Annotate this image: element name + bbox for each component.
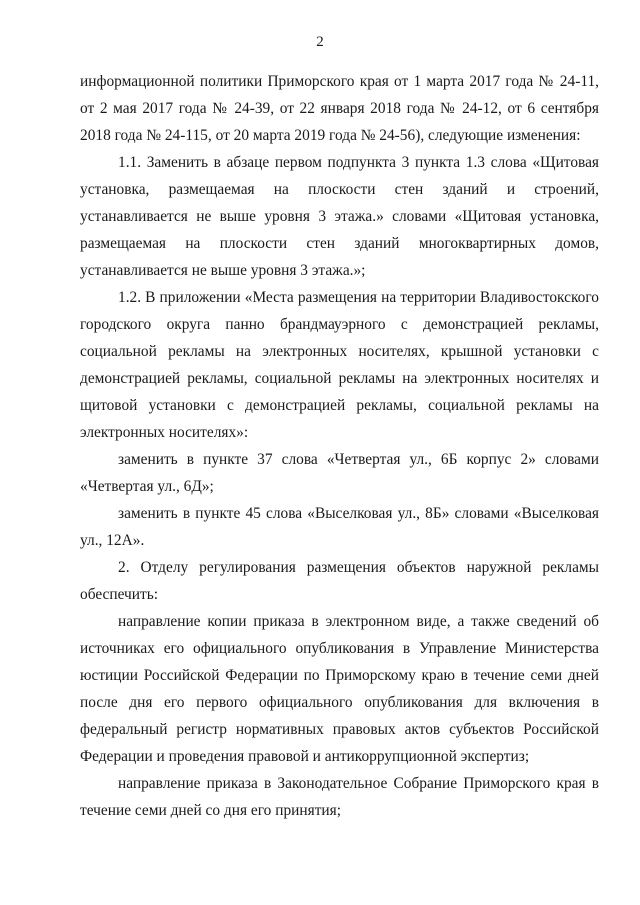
paragraph-legislative-assembly: направление приказа в Законодательное Собрание Приморского края в течение семи дней со дня его принятия; (80, 775, 599, 819)
paragraph-1-1: 1.1. Заменить в абзаце первом подпункта 3 пункта 1.3 слова «Щитовая установка, размещаемая на плоскости стен зданий и строений, устанавливается не выше уровня 3 этажа.» словами «Щитовая установка, размещаемая на плоскости стен зданий многоквартирных домов, устанавливается не выше уровня 3 этажа.»; (80, 154, 599, 279)
paragraph-2: 2. Отделу регулирования размещения объектов наружной рекламы обеспечить: (80, 559, 599, 603)
paragraph-1-2: 1.2. В приложении «Места размещения на территории Владивостокского городского округа панно брандмауэрного с демонстрацией рекламы, социальной рекламы на электронных носителях, крышной установки с демонстрацией рекламы, социальной рекламы на электронных носителях и щитовой установки с демонстрацией рекламы, социальной рекламы на электронных носителях»: (80, 289, 599, 441)
paragraph-continuation: информационной политики Приморского края от 1 марта 2017 года № 24-11, от 2 мая 2017 года № 24-39, от 22 января 2018 года № 24-12, от 6 сентября 2018 года № 24-115, от 20 марта 2019 года № 24-56), следующие изменения: (80, 73, 599, 144)
page-number: 2 (316, 34, 324, 50)
paragraph-item-37: заменить в пункте 37 слова «Четвертая ул., 6Б корпус 2» словами «Четвертая ул., 6Д»; (80, 451, 599, 495)
paragraph-copy-direction: направление копии приказа в электронном виде, а также сведений об источниках его официального опубликования в Управление Министерства юстиции Российской Федерации по Приморскому краю в течение семи дней после дня его первого официального опубликования для включения в федеральный регистр нормативных правовых актов субъектов Российской Федерации и проведения правовой и антикоррупционной экспертиз; (80, 613, 599, 765)
paragraph-item-45: заменить в пункте 45 слова «Выселковая ул., 8Б» словами «Выселковая ул., 12А». (80, 505, 599, 549)
document-body (80, 68, 599, 824)
